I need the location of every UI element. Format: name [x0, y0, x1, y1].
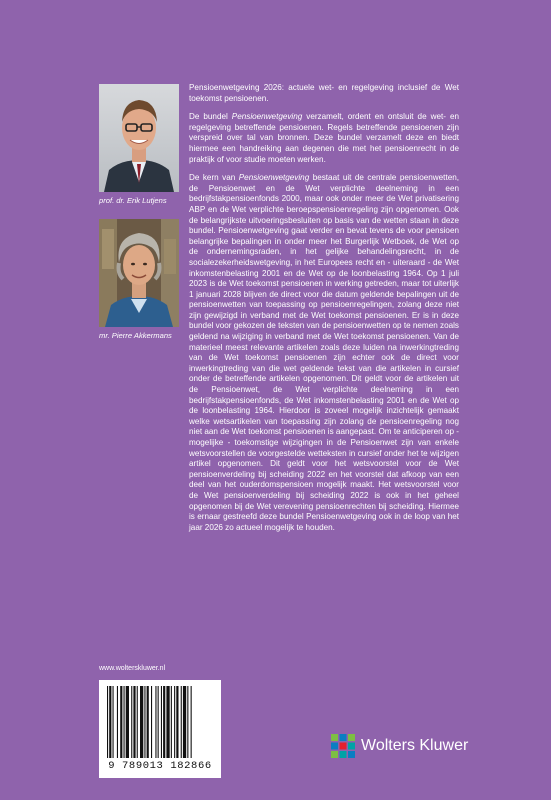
barcode-bar [158, 686, 159, 758]
portrait-image [99, 84, 179, 192]
barcode-bar [137, 686, 138, 758]
barcode-bar [166, 686, 169, 758]
book-title-italic: Pensioenwetgeving [231, 112, 303, 122]
author-photo-erik-lutjens [99, 84, 179, 192]
barcode-bar [161, 686, 162, 758]
text-run: bestaat uit de centrale pensioenwetten, de Pensioenwet en de Wet verplichte deelneming in een bedrijfstakpensioenfonds 2000, maar ook onder meer de Wet privatisering ABP en de Wet verplichte beroepspensioenregeling zijn opgenomen. Ook de belangrijkste uitvoeringsbesluiten op basis van de wetten staan in deze bundel. Pensioenwetgeving gaat verder en bevat tevens de voor pensioen belangrijke bepalingen in onder meer het Burgerlijk Wetboek, de Wet op de ondernemingsraden, in het gelijke behandelingsrecht, in de socialezekerheidswetgeving, in het Europees recht en - uiteraard - de Wet inkomstenbelasting 2001 en de Wet op de loonbelasting 1964. Op 1 juli 2023 is de Wet toekomst pensioenen in werking getreden, maar tot uiterlijk 1 januari 2028 blijven de direct voor die datum geldende bepalingen uit de pensioenwetten van toepassing op pensioenregelingen, zolang deze niet zijn gewijzigd in verband met de Wet toekomst pensioenen. Er is in deze bundel voor gekozen de teksten van de pensioenwetten op te nemen zoals geldend na wijziging in verband met de Wet toekomst pensioenen. Van de materieel meest relevante artikelen zoals deze luiden na inwerkingtreding van de Wet toekomst pensioenen zijn echter ook de direct voor inwerkingtreding van die wet geldende tekst van die artikelen in cursief onder de betreffende artikelen opgenomen. Dit geldt voor de artikelen uit de Pensioenwet, de Wet verplichte deelneming in een bedrijfstakpensioenfonds, de Wet inkomstenbelasting 2001 en de Wet op de loonbelasting 1964. Hierdoor is zoveel mogelijk inzichtelijk gemaakt welke wetsartikelen van toepassing zijn zolang de pensioenregeling nog niet aan de Wet toekomst pensioenen is aangepast. Om te anticiperen op - mogelijke - toekomstige wijzigingen in de Pensioenwet zijn van enkele wetsvoorstellen de voorgestelde wetteksten in cursief onder het te wijzigen artikel opgenomen. Dit geldt voor het wetsvoorstel voor de Wet pensioenverdeling bij scheiding 2022 en het voorstel dat afkoop van een deel van het ouderdomspensioen mogelijk maakt. Het wetsvoorstel voor de Wet pensioenverdeling bij scheiding 2022 is ook in het geheel opgenomen bij de Wet verevening pensioenrechten bij scheiding. Hiermee is ernaar gestreefd deze bundel Pensioenwetgeving ook in de loop van het jaar 2026 zo actueel mogelijk te houden. [189, 173, 459, 532]
publisher-logo [330, 733, 468, 759]
barcode-bar [109, 686, 111, 758]
barcode-bar [126, 686, 129, 758]
barcode-bar [176, 686, 178, 758]
barcode-bar [144, 686, 145, 758]
barcode-bar [120, 686, 122, 758]
book-title-italic: Pensioenwetgeving [238, 173, 310, 183]
barcode-bar [133, 686, 135, 758]
barcode-bar [131, 686, 132, 758]
barcode-bar [155, 686, 156, 758]
text-run: De bundel [189, 112, 232, 122]
barcode-bar [191, 686, 192, 758]
portrait-image [99, 219, 179, 327]
text-run: verzamelt, ordent en ontsluit de wet- en regelgeving betreffende pensioenen. Regels betreffende pensioenen zijn verspreid over tal van bronnen. Deze bundel verzamelt deze en biedt hiermee een handreiking aan degenen die met het pensioenrecht in de praktijk of voor studie moeten werken. [189, 112, 459, 164]
barcode-bar [171, 686, 172, 758]
barcode-bar [174, 686, 175, 758]
photo-caption: mr. Pierre Akkermans [99, 331, 172, 340]
barcode-bar [187, 686, 188, 758]
isbn-number: 9 789013 182866 [108, 760, 212, 772]
barcode-bar [181, 686, 182, 758]
text-run: De kern van [189, 173, 239, 183]
content-paragraph [189, 173, 459, 533]
photo-caption: prof. dr. Erik Lutjens [99, 196, 167, 205]
isbn-barcode [99, 680, 221, 778]
publisher-url: www.wolterskluwer.nl [99, 665, 166, 672]
publisher-name: Wolters Kluwer [361, 737, 469, 754]
barcode-bar [163, 686, 165, 758]
barcode-bar [117, 686, 118, 758]
description-paragraph [189, 112, 459, 165]
barcode-bar [140, 686, 143, 758]
barcode-bar [124, 686, 125, 758]
barcode-bar [147, 686, 149, 758]
intro-paragraph: Pensioenwetgeving 2026: actuele wet- en regelgeving inclusief de Wet toekomst pensioenen. [189, 83, 459, 103]
barcode-bar [183, 686, 186, 758]
barcode-bars [99, 680, 221, 760]
author-photo-pierre-akkermans [99, 219, 179, 327]
barcode-bar [151, 686, 152, 758]
back-cover-text [189, 83, 459, 541]
barcode-bar [107, 686, 108, 758]
barcode-bar [113, 686, 114, 758]
wolters-kluwer-logo-icon [330, 733, 356, 759]
